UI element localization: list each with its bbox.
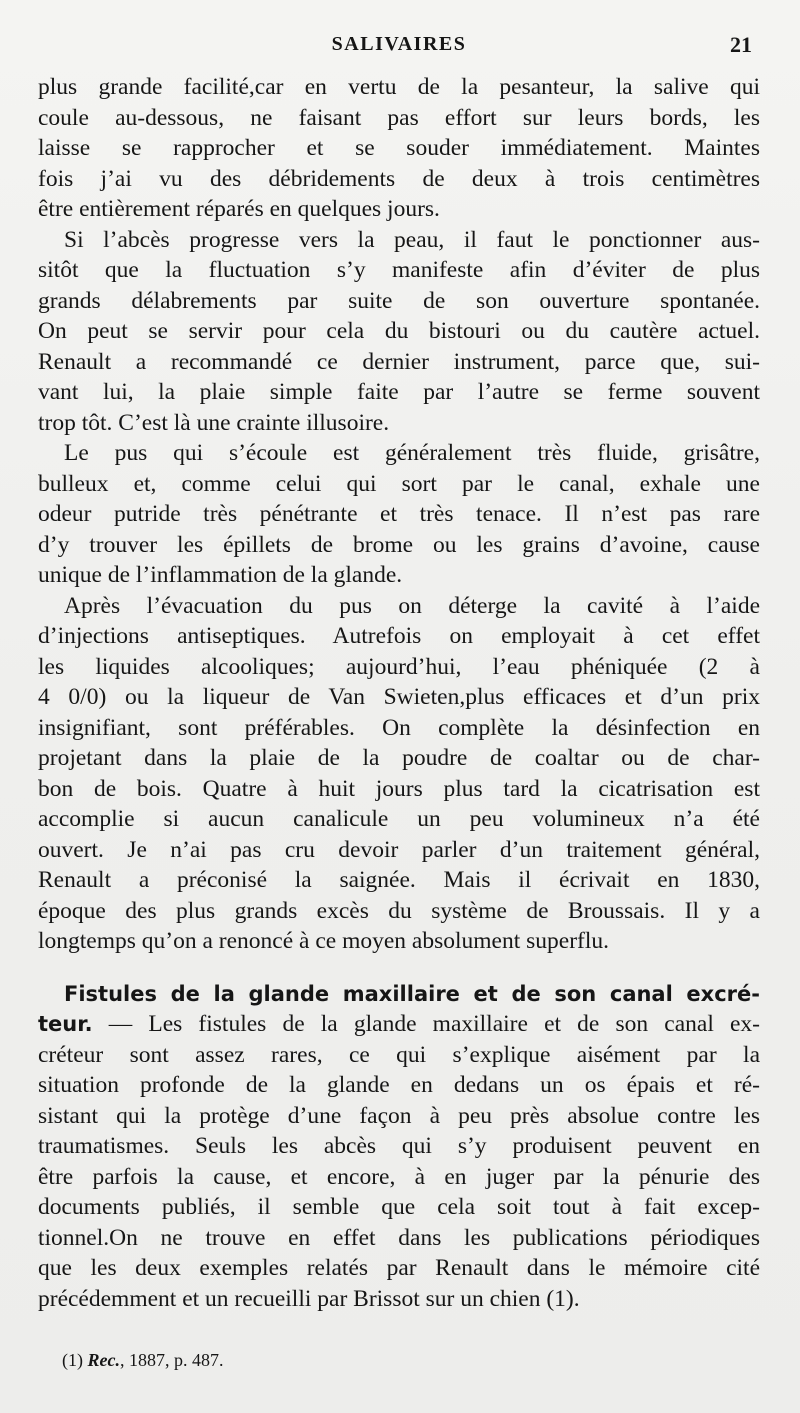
- section-heading: Fistules de la glande maxillaire et de son canal excré-: [64, 981, 760, 1006]
- text-line: Après l’évacuation du pus on déterge la cavité à l’aide: [64, 592, 760, 619]
- text-line: les liquides alcooliques; aujourd’hui, l’eau phéniquée (2 à: [38, 653, 760, 680]
- text-line: époque des plus grands excès du système de Broussais. Il y a: [38, 897, 760, 924]
- text-line: accomplie si aucun canalicule un peu volumineux n’a été: [38, 806, 760, 832]
- text-line: trop tôt. C’est là une crainte illusoire.: [38, 409, 390, 436]
- text-line: être parfois la cause, et encore, à en juger par la pénurie des: [38, 1163, 760, 1190]
- text-line: vant lui, la plaie simple faite par l’autre se ferme souvent: [38, 379, 760, 405]
- text-line: odeur putride très pénétrante et très tenace. Il n’est pas rare: [38, 501, 760, 527]
- text-line: On peut se servir pour cela du bistouri ou du cautère actuel.: [38, 318, 760, 344]
- text-line: unique de l’inflammation de la glande.: [38, 562, 403, 588]
- text-line: sitôt que la fluctuation s’y manifeste afin d’éviter de plus: [38, 257, 760, 283]
- text-line: sistant qui la protège d’une façon à peu près absolue contre les: [38, 1102, 760, 1129]
- page-number: 21: [730, 32, 752, 57]
- text-line: d’injections antiseptiques. Autrefois on employait à cet effet: [38, 623, 760, 649]
- text-line: être entièrement réparés en quelques jours.: [38, 196, 440, 222]
- footnote-source: Rec.: [87, 1350, 120, 1370]
- text-line: fois j’ai vu des débridements de deux à trois centimètres: [38, 165, 760, 192]
- section-text: — Les fistules de la glande maxillaire et de son canal ex-: [92, 1011, 760, 1037]
- section-fistules: [38, 979, 760, 1315]
- text-line: Le pus qui s’écoule est généralement très fluide, grisâtre,: [64, 440, 760, 466]
- text-line: Si l’abcès progresse vers la peau, il faut le ponctionner aus-: [64, 226, 760, 253]
- text-line: d’y trouver les épillets de brome ou les grains d’avoine, cause: [38, 531, 760, 558]
- paragraph: [38, 225, 760, 439]
- text-line: plus grande facilité,car en vertu de la pesanteur, la salive qui: [38, 74, 760, 100]
- text-line: longtemps qu’on a renoncé à ce moyen absolument superflu.: [38, 928, 610, 954]
- text-line: laisse se rapprocher et se souder immédiatement. Maintes: [38, 135, 760, 161]
- text-line: situation profonde de la glande en dedans un os épais et ré-: [38, 1072, 760, 1098]
- text-line: 4 0/0) ou la liqueur de Van Swieten,plus efficaces et d’un prix: [38, 684, 760, 710]
- text-line: créteur sont assez rares, ce qui s’explique aisément par la: [38, 1041, 760, 1068]
- text-line: [38, 1009, 760, 1040]
- paragraph: [38, 591, 760, 957]
- text-line: grands délabrements par suite de son ouverture spontanée.: [38, 287, 760, 314]
- footnote-marker: (1): [62, 1350, 83, 1370]
- body-text: [38, 72, 760, 1314]
- text-line: traumatismes. Seuls les abcès qui s’y produisent peuvent en: [38, 1133, 760, 1159]
- section-heading-end: teur.: [38, 1012, 93, 1036]
- text-line: Renault a recommandé ce dernier instrument, parce que, sui-: [38, 348, 760, 375]
- section-gap: [38, 957, 760, 979]
- paragraph: [38, 72, 760, 225]
- text-line: [38, 979, 760, 1010]
- text-line: que les deux exemples relatés par Renault dans le mémoire cité: [38, 1255, 760, 1281]
- text-line: précédemment et un recueilli par Brissot sur un chien (1).: [38, 1285, 580, 1312]
- text-line: tionnel.On ne trouve en effet dans les publications périodiques: [38, 1224, 760, 1251]
- text-line: bon de bois. Quatre à huit jours plus tard la cicatrisation est: [38, 775, 760, 802]
- text-line: Renault a préconisé la saignée. Mais il écrivait en 1830,: [38, 867, 760, 893]
- footnote: [62, 1350, 223, 1371]
- footnote-text: , 1887, p. 487.: [119, 1350, 224, 1370]
- text-line: bulleux et, comme celui qui sort par le canal, exhale une: [38, 470, 760, 497]
- paragraph: [38, 438, 760, 591]
- text-line: ouvert. Je n’ai pas cru devoir parler d’un traitement général,: [38, 836, 760, 863]
- text-line: projetant dans la plaie de la poudre de coaltar ou de char-: [38, 745, 760, 771]
- running-head: [40, 30, 758, 60]
- text-line: insignifiant, sont préférables. On complète la désinfection en: [38, 714, 760, 741]
- text-line: documents publiés, il semble que cela soit tout à fait excep-: [38, 1194, 760, 1220]
- running-title: SALIVAIRES: [331, 33, 467, 55]
- text-line: coule au-dessous, ne faisant pas effort sur leurs bords, les: [38, 104, 760, 131]
